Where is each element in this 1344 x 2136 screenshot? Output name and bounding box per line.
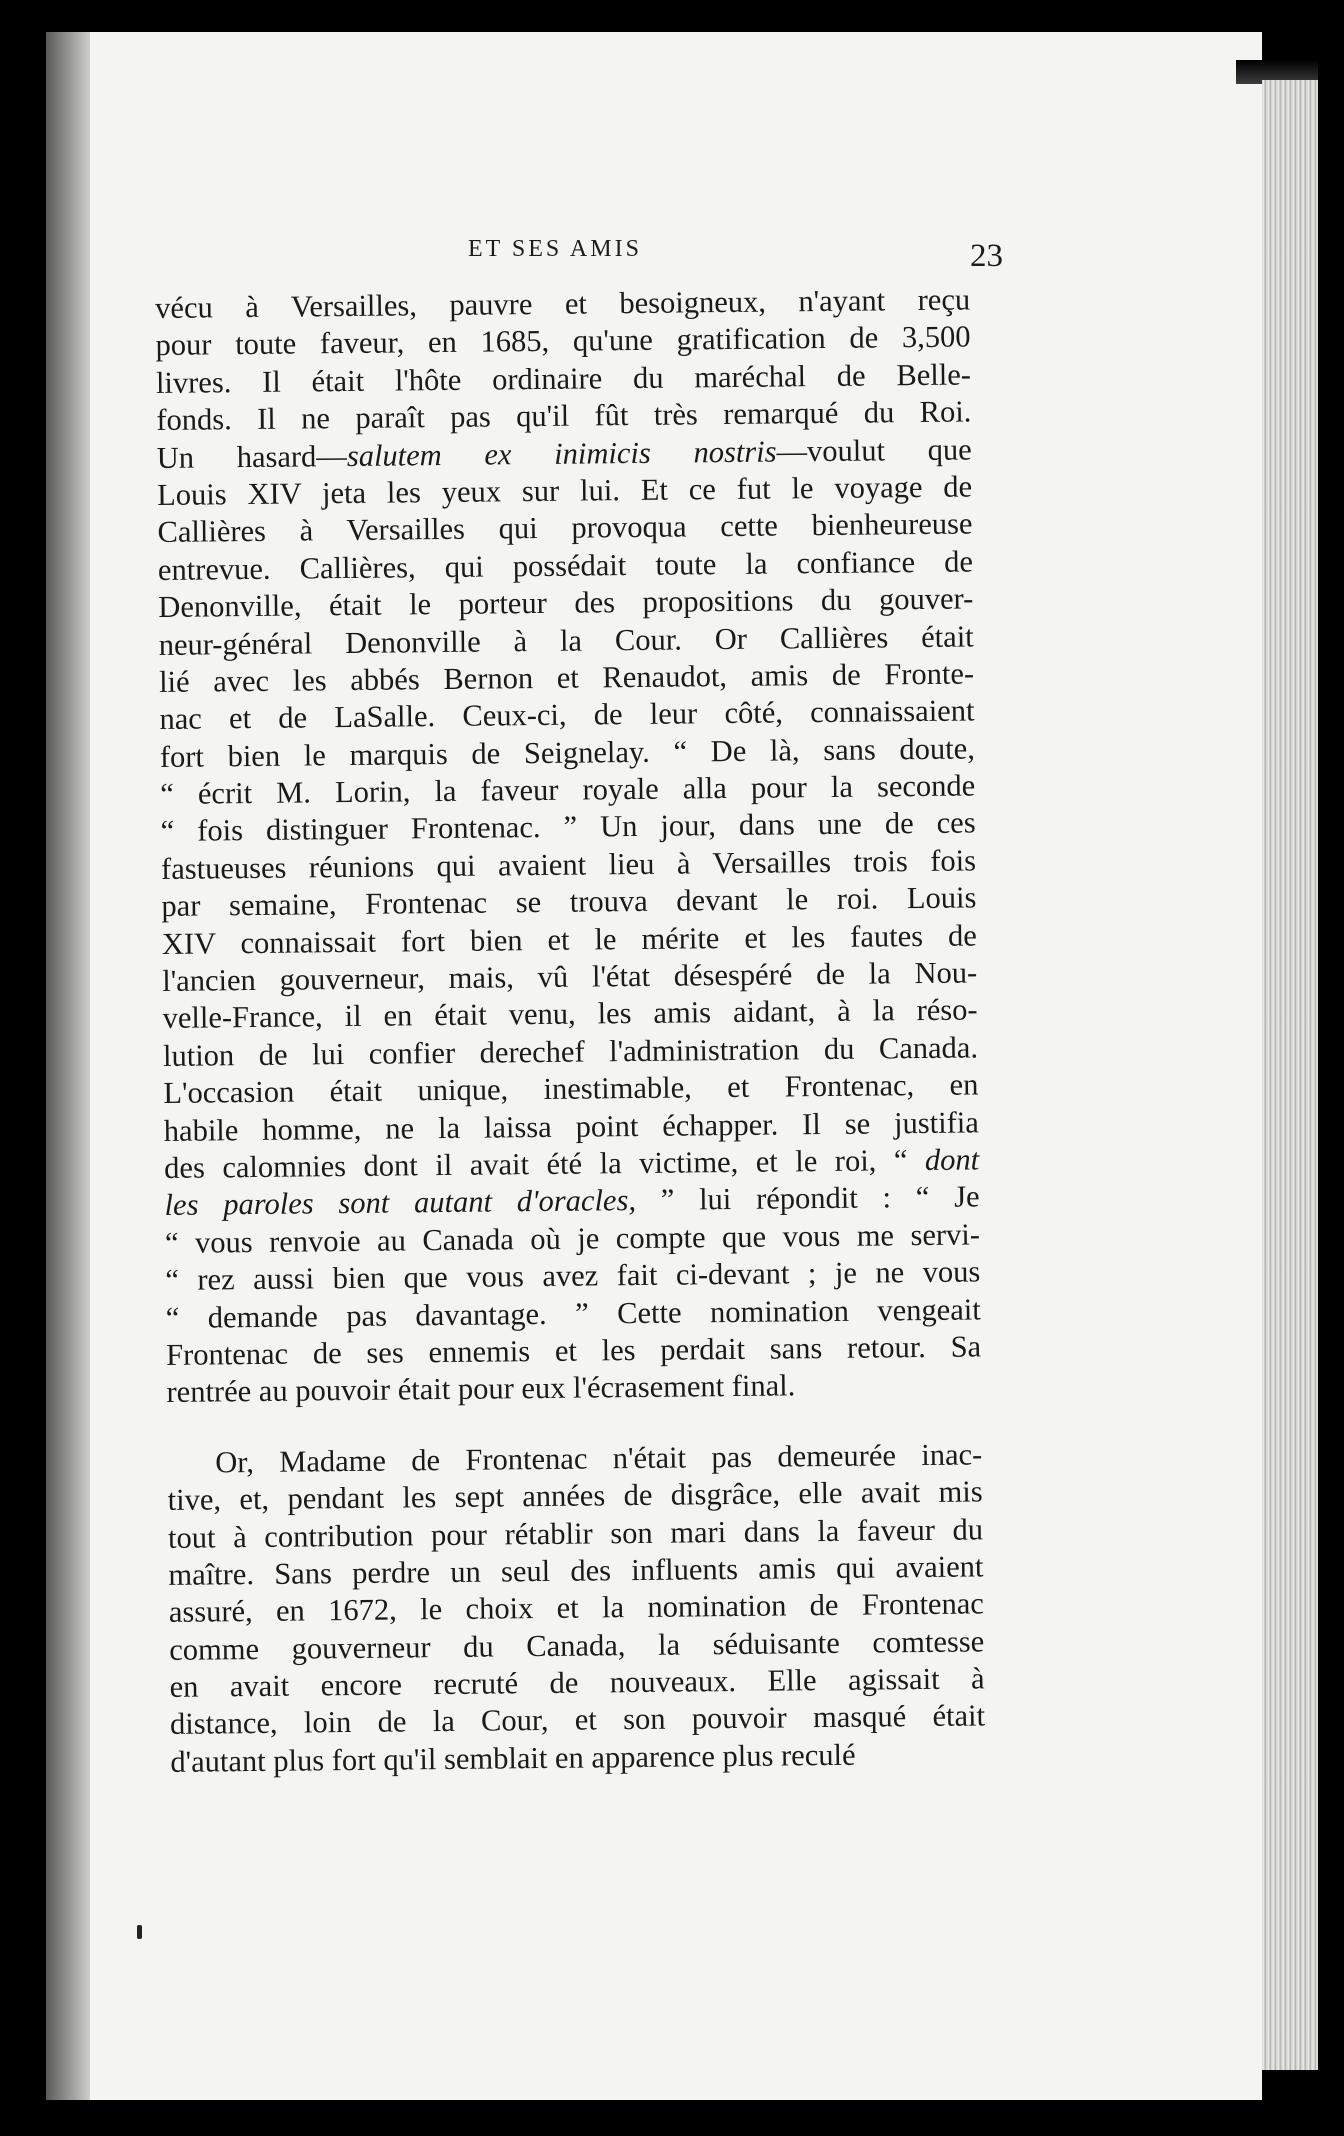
text-segment: maître. Sans perdre un seul des influents amis qui avaient <box>168 1549 984 1592</box>
text-segment: Denonville, était le porteur des propositions du gouver- <box>158 581 974 625</box>
running-head: ET SES AMIS <box>468 236 642 262</box>
text-segment: fort bien le marquis de Seignelay. “ De là, sans doute, <box>159 731 976 774</box>
text-segment: des calomnies dont il avait été la victime, et le roi, “ <box>164 1142 926 1185</box>
page-number: 23 <box>970 238 1003 274</box>
text-segment: L'occasion était unique, inestimable, et Frontenac, en <box>163 1067 979 1111</box>
body-text <box>155 281 986 1781</box>
text-segment: “ demande pas davantage. ” Cette nomination vengeait <box>165 1291 981 1335</box>
text-segment: lié avec les abbés Bernon et Renaudot, amis de Fronte- <box>158 656 975 699</box>
text-segment: “ fois distinguer Frontenac. ” Un jour, dans une de ces <box>160 805 976 849</box>
text-segment: entrevue. Callières, qui possédait toute la confiance de <box>157 544 974 587</box>
text-segment: livres. Il était l'hôte ordinaire du maréchal de Belle- <box>155 357 972 400</box>
text-segment: “ rez aussi bien que vous avez fait ci-devant ; je ne vous <box>165 1254 981 1298</box>
page-edges <box>1262 80 1318 2070</box>
italic-text: salutem ex inimicis nostris <box>346 434 777 473</box>
text-segment: distance, loin de la Cour, et son pouvoir masqué était <box>169 1698 986 1742</box>
text-segment: vécu à Versailles, pauvre et besoigneux, n'ayant reçu <box>155 282 971 325</box>
text-segment: par semaine, Frontenac se trouva devant le roi. Louis <box>161 880 977 924</box>
text-segment: Callières à Versailles qui provoqua cette bienheureuse <box>157 506 973 550</box>
text-segment: “ écrit M. Lorin, la faveur royale alla pour la seconde <box>160 768 976 812</box>
paragraph <box>155 281 982 1411</box>
text-segment: velle-France, il en était venu, les amis aidant, à la réso- <box>162 992 978 1036</box>
text-segment: habile homme, ne la laissa point échapper. Il se justifia <box>163 1105 979 1148</box>
text-segment: neur-général Denonville à la Cour. Or Callières était <box>158 618 974 662</box>
page-header <box>143 228 1003 274</box>
text-segment: nac et de LaSalle. Ceux-ci, de leur côté, connaissaient <box>159 693 975 737</box>
text-segment: rentrée au pouvoir était pour eux l'écrasement final. <box>166 1368 796 1410</box>
text-segment: assuré, en 1672, le choix et la nomination de Frontenac <box>168 1586 984 1630</box>
text-segment: —voulut que <box>776 432 972 469</box>
paragraph <box>167 1436 985 1781</box>
text-segment: en avait encore recruté de nouveaux. Elle agissait à <box>169 1661 985 1704</box>
text-segment: Frontenac de ses ennemis et les perdait sans retour. Sa <box>165 1329 982 1372</box>
text-segment: tout à contribution pour rétablir son mari dans la faveur du <box>167 1511 984 1555</box>
text-segment: lution de lui confier derechef l'administration du Canada. <box>162 1030 979 1073</box>
text-segment: ” lui répondit : “ Je <box>635 1179 980 1218</box>
italic-text: les paroles sont autant d'oracles, <box>164 1183 637 1223</box>
text-segment: fonds. Il ne paraît pas qu'il fût très remarqué du Roi. <box>156 394 972 438</box>
italic-text: dont <box>924 1142 980 1177</box>
text-segment: Or, Madame de Frontenac n'était pas demeurée inac- <box>215 1437 983 1480</box>
spine-shadow <box>46 32 90 2100</box>
text-segment: comme gouverneur du Canada, la séduisante comtesse <box>169 1624 985 1667</box>
text-segment: Louis XIV jeta les yeux sur lui. Et ce fut le voyage de <box>156 469 973 512</box>
text-segment: tive, et, pendant les sept années de disgrâce, elle avait mis <box>167 1474 983 1518</box>
text-segment: “ vous renvoie au Canada où je compte que vous me servi- <box>164 1217 981 1260</box>
text-segment: pour toute faveur, en 1685, qu'une gratification de 3,500 <box>155 319 971 363</box>
text-segment: l'ancien gouverneur, mais, vû l'état désespéré de la Nou- <box>162 955 978 998</box>
text-segment: fastueuses réunions qui avaient lieu à Versailles trois fois <box>160 843 977 886</box>
text-segment: Un hasard— <box>156 438 348 475</box>
ink-speck <box>137 1925 142 1939</box>
text-segment: XIV connaissait fort bien et le mérite et les fautes de <box>161 918 977 961</box>
text-segment: d'autant plus fort qu'il semblait en apparence plus reculé <box>170 1737 856 1779</box>
